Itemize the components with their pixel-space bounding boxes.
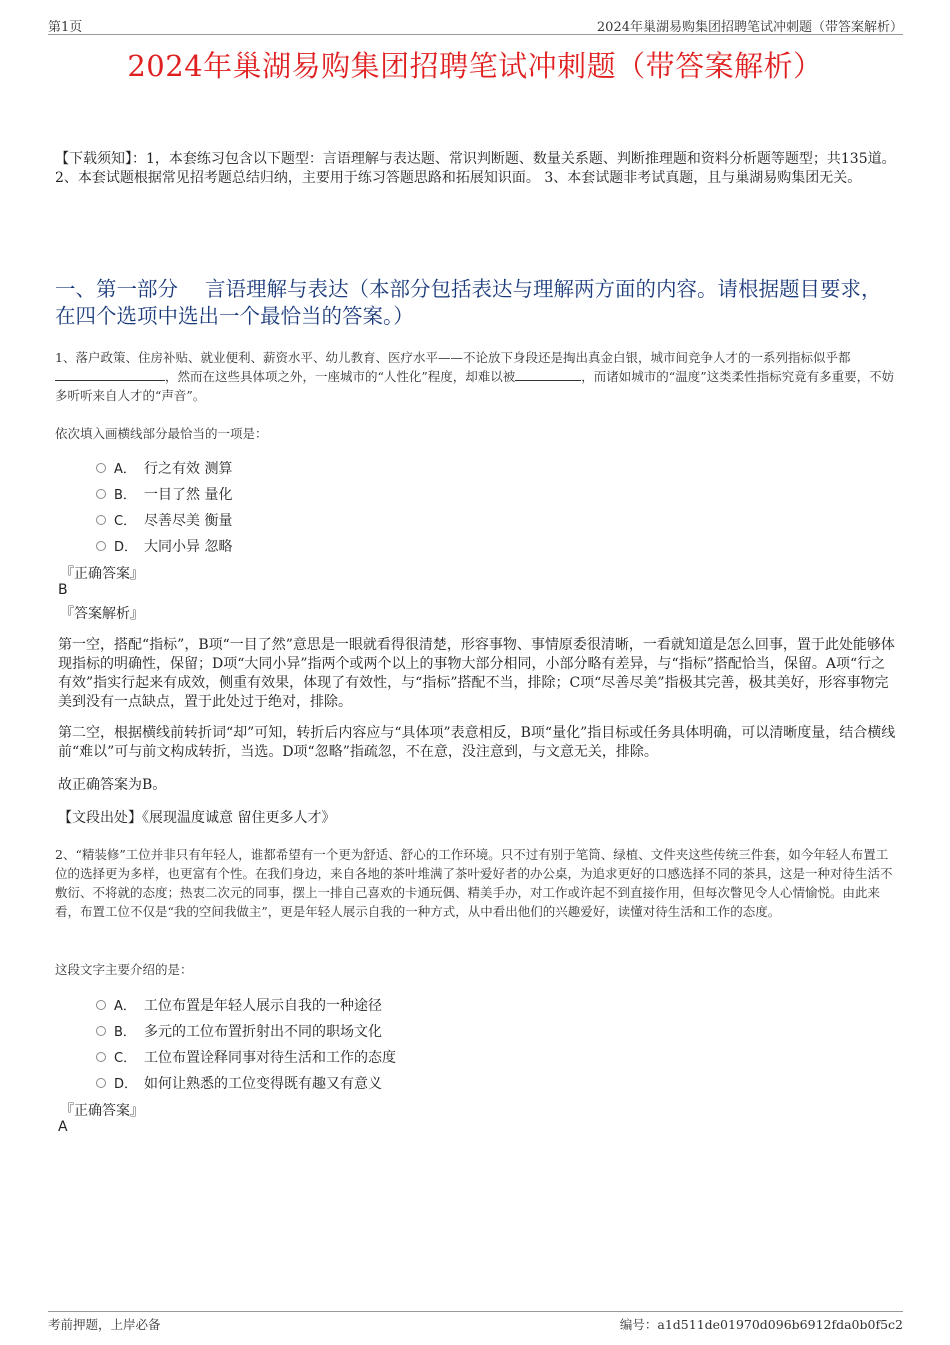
radio-icon[interactable]	[96, 1000, 106, 1010]
section-heading: 一、第一部分 言语理解与表达（本部分包括表达与理解两方面的内容。请根据题目要求，在四个选项中选出一个最恰当的答案。）	[55, 277, 882, 328]
page-footer	[48, 1311, 903, 1332]
radio-icon[interactable]	[96, 489, 106, 499]
question-1-source: 【文段出处】《展现温度诚意 留住更多人才》	[58, 810, 336, 826]
question-1-analysis-conclusion: 故正确答案为B。	[58, 777, 167, 793]
question-1-answer-label: 『正确答案』	[60, 566, 144, 582]
question-2-prompt: 这段文字主要介绍的是：	[55, 962, 193, 977]
question-1-text	[55, 348, 900, 405]
question-2-option-a[interactable]: A． 工位布置是年轻人展示自我的一种途径	[96, 995, 382, 1015]
question-1-text-part-a: 1、落户政策、住房补贴、就业便利、薪资水平、幼儿教育、医疗水平——不论放下身段还是掏出真金白银，城市间竞争人才的一系列指标似乎都	[55, 350, 851, 365]
radio-icon[interactable]	[96, 1026, 106, 1036]
fill-blank-2	[515, 368, 581, 381]
question-1-option-c[interactable]: C． 尽善尽美 衡量	[96, 510, 232, 530]
question-1-option-b[interactable]: B． 一目了然 量化	[96, 484, 232, 504]
question-1-option-a[interactable]: A． 行之有效 测算	[96, 458, 232, 478]
question-2-answer: A	[58, 1119, 68, 1135]
footer-slogan: 考前押题，上岸必备	[48, 1317, 161, 1332]
radio-icon[interactable]	[96, 1078, 106, 1088]
question-1-text-part-c: ，而诸如城市的“温度”这类柔性指标究竟有多重要，不妨多听听来自人才的“声音”。	[55, 369, 895, 403]
question-1-option-d[interactable]: D． 大同小异 忽略	[96, 536, 232, 556]
page-header	[48, 14, 903, 35]
radio-icon[interactable]	[96, 541, 106, 551]
question-1-text-part-b: ，然而在这些具体项之外，一座城市的“人性化”程度，却难以被	[165, 369, 516, 384]
question-1-answer: B	[58, 582, 68, 598]
document-title: 2024年巢湖易购集团招聘笔试冲刺题（带答案解析）	[127, 49, 823, 83]
page-number: 第1页	[48, 20, 83, 35]
question-1-prompt: 依次填入画横线部分最恰当的一项是：	[55, 426, 268, 441]
radio-icon[interactable]	[96, 463, 106, 473]
header-doc-title: 2024年巢湖易购集团招聘笔试冲刺题（带答案解析）	[596, 20, 903, 35]
question-1-analysis-paragraph: 第一空，搭配“指标”，B项“一目了然”意思是一眼就看得很清楚，形容事物、事情原委很清晰，一看就知道是怎么回事，置于此处能够体现指标的明确性，保留；D项“大同小异”指两个或两个以上的事物大部分相同，小部分略有差异，与“指标”搭配恰当，保留。A项“行之有效”指实行起来有成效，侧重有效果，体现了有效性，与“指标”搭配不当，排除；C项“尽善尽美”指极其完善，极其美好，形容事物完美到没有一点缺点，置于此处过于绝对，排除。	[58, 637, 895, 710]
download-notice: 【下载须知】：1，本套练习包含以下题型：言语理解与表达题、常识判断题、数量关系题、判断推理题和资料分析题等题型；共135道。 2、本套试题根据常见招考题总结归纳，主要用于练习答题思路和拓展知识面。 3、本套试题非考试真题，且与巢湖易购集团无关。	[55, 151, 896, 186]
question-2-option-c[interactable]: C． 工位布置诠释同事对待生活和工作的态度	[96, 1047, 396, 1067]
question-1-analysis-paragraph: 第二空，根据横线前转折词“却”可知，转折后内容应与“具体项”表意相反，B项“量化”指目标或任务具体明确，可以清晰度量，结合横线前“难以”可与前文构成转折，当选。D项“忽略”指疏忽，不在意，没注意到，与文意无关，排除。	[58, 725, 896, 760]
question-2-option-d[interactable]: D． 如何让熟悉的工位变得既有趣又有意义	[96, 1073, 382, 1093]
question-2-answer-label: 『正确答案』	[60, 1103, 144, 1119]
fill-blank-1	[55, 368, 165, 381]
radio-icon[interactable]	[96, 1052, 106, 1062]
question-2-text: 2、“精装修”工位并非只有年轻人，谁都希望有一个更为舒适、舒心的工作环境。只不过有别于笔筒、绿植、文件夹这些传统三件套，如今年轻人布置工位的选择更为多样，也更富有个性。在我们身边，来自各地的茶叶堆满了茶叶爱好者的办公桌，为追求更好的口感选择不同的茶具，这是一种对待生活不敷衍、不将就的态度；热衷二次元的同事，摆上一排自己喜欢的卡通玩偶、精美手办，对工作或许起不到直接作用，但每次瞥见令人心情愉悦。由此来看，布置工位不仅是“我的空间我做主”，更是年轻人展示自我的一种方式，从中看出他们的兴趣爱好，读懂对待生活和工作的态度。	[55, 847, 893, 919]
question-2-option-b[interactable]: B． 多元的工位布置折射出不同的职场文化	[96, 1021, 382, 1041]
footer-document-id: 编号：a1d511de01970d096b6912fda0b0f5c2	[619, 1317, 903, 1332]
radio-icon[interactable]	[96, 515, 106, 525]
question-1-analysis-label: 『答案解析』	[60, 606, 144, 622]
